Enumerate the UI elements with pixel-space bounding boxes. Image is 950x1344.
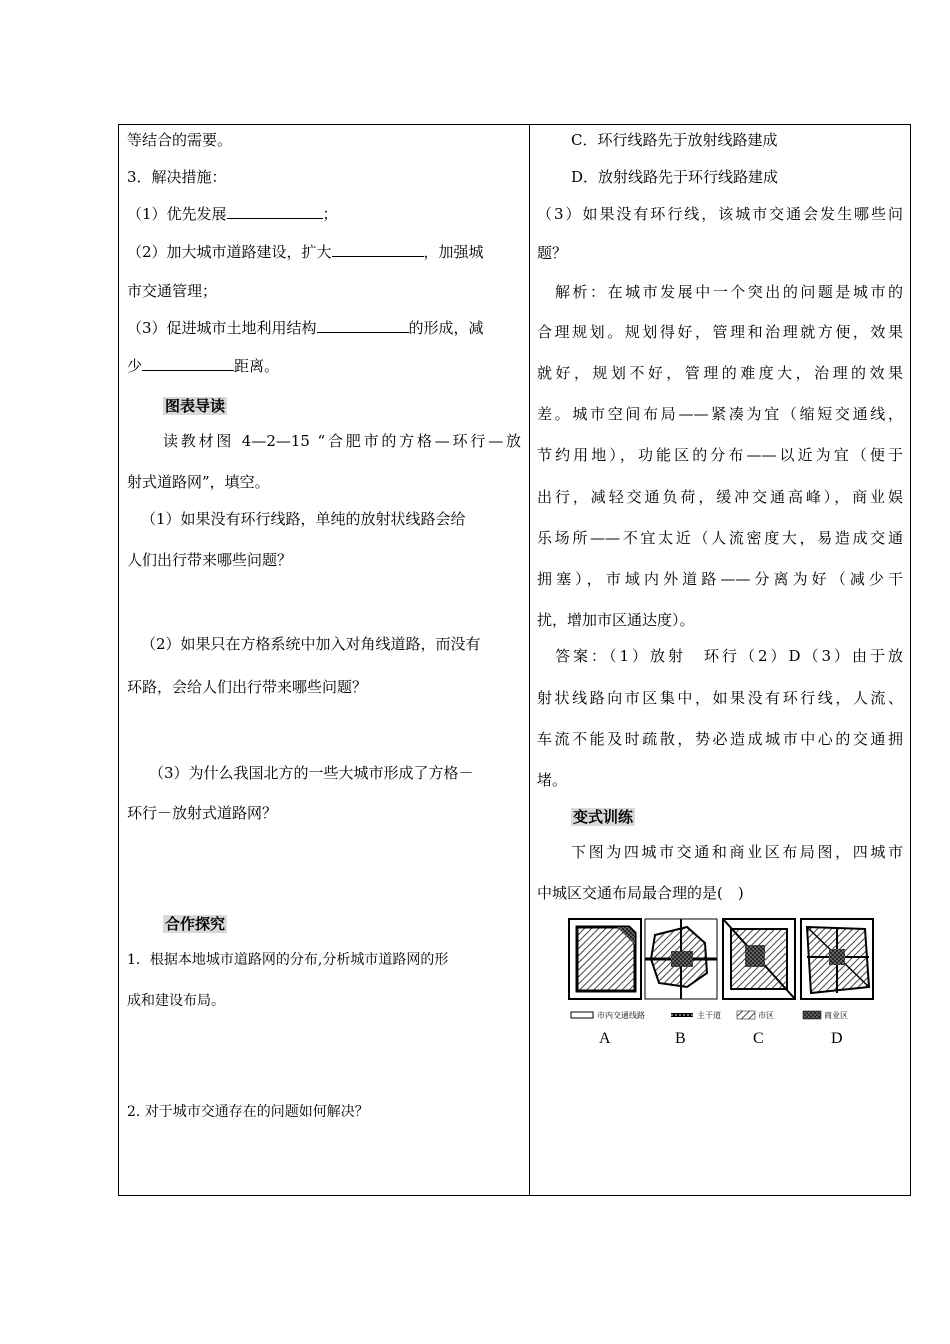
text-line: 合理规划。规划得好，管理和治理就方便，效果 bbox=[537, 323, 903, 341]
text-line: 出行，减轻交通负荷，缓冲交通高峰），商业娱 bbox=[537, 488, 903, 506]
map-label-b: B bbox=[675, 1030, 686, 1047]
text-line: D．放射线路先于环行线路建成 bbox=[571, 168, 779, 186]
text-line: 拥塞），市域内外道路——分离为好（减少干 bbox=[537, 570, 903, 588]
text-line: 1．根据本地城市道路网的分布,分析城市道路网的形 bbox=[127, 952, 449, 968]
text-line bbox=[127, 356, 279, 376]
text-line: 乐场所——不宜太近（人流密度大，易造成交通 bbox=[537, 529, 903, 547]
left-column bbox=[127, 125, 523, 1195]
legend-label: 主干道 bbox=[697, 1011, 721, 1020]
map-c bbox=[723, 919, 795, 999]
text-line: 答案：（1）放射 环行（2）D（3）由于放 bbox=[555, 647, 903, 665]
legend-label: 市内交通线路 bbox=[597, 1011, 645, 1020]
text-line bbox=[127, 318, 484, 338]
text-line: 射状线路向市区集中，如果没有环行线，人流、 bbox=[537, 689, 903, 707]
text-line: 成和建设布局。 bbox=[127, 993, 225, 1009]
text-line: 环路，会给人们出行带来哪些问题？ bbox=[127, 678, 368, 696]
text-segment: ，加强城 bbox=[423, 243, 484, 261]
text-line: 人们出行带来哪些问题？ bbox=[127, 551, 293, 569]
text-line: 就好，规划不好，管理的难度大，治理的效果 bbox=[537, 364, 903, 382]
blank-line bbox=[332, 242, 424, 257]
map-d bbox=[801, 919, 873, 999]
text-line: 差。城市空间布局——紧凑为宜（缩短交通线， bbox=[537, 405, 903, 423]
text-line bbox=[127, 242, 521, 262]
text-line bbox=[127, 204, 338, 224]
blank-line bbox=[142, 356, 234, 371]
text-line: 射式道路网”，填空。 bbox=[127, 473, 270, 491]
text-segment: 距离。 bbox=[234, 357, 280, 375]
map-a bbox=[569, 919, 641, 999]
text-segment: ； bbox=[322, 205, 338, 223]
text-line: 扰，增加市区通达度）。 bbox=[537, 611, 695, 629]
figure-labels bbox=[599, 1030, 843, 1047]
map-label-d: D bbox=[831, 1030, 843, 1047]
text-line: 等结合的需要。 bbox=[127, 131, 233, 149]
legend-label: 商业区 bbox=[824, 1011, 848, 1020]
text-segment: 少 bbox=[127, 357, 143, 375]
text-line: 市交通管理； bbox=[127, 282, 218, 300]
text-line: （2）如果只在方格系统中加入对角线道路，而没有 bbox=[141, 635, 481, 653]
content-table bbox=[118, 124, 911, 1196]
legend-label: 市区 bbox=[758, 1011, 774, 1020]
text-segment: 的形成，减 bbox=[408, 319, 484, 337]
column-divider bbox=[529, 125, 530, 1195]
section-heading bbox=[163, 914, 227, 934]
figure-legend bbox=[571, 1010, 848, 1020]
text-line: 下图为四城市交通和商业区布局图，四城市 bbox=[571, 843, 903, 861]
text-line: 3．解决措施： bbox=[127, 168, 227, 186]
heading-text: 合作探究 bbox=[165, 915, 226, 933]
text-line: （1）如果没有环行线路，单纯的放射状线路会给 bbox=[141, 510, 466, 528]
text-line: 节约用地），功能区的分布——以近为宜（便于 bbox=[537, 446, 903, 464]
text-line: 中城区交通布局最合理的是( ) bbox=[537, 884, 744, 902]
right-column bbox=[537, 125, 905, 1195]
heading-text: 图表导读 bbox=[165, 397, 226, 415]
text-line: 2. 对于城市交通存在的问题如何解决？ bbox=[127, 1104, 369, 1120]
text-line: 题？ bbox=[537, 244, 568, 262]
text-segment: （3）促进城市土地利用结构 bbox=[127, 319, 317, 337]
map-label-c: C bbox=[753, 1030, 764, 1047]
map-b bbox=[645, 919, 717, 999]
text-line: 环行－放射式道路网？ bbox=[127, 804, 278, 822]
text-segment: （2）加大城市道路建设，扩大 bbox=[127, 243, 332, 261]
text-line: 堵。 bbox=[537, 771, 568, 789]
blank-line bbox=[227, 204, 323, 219]
text-segment: （1）优先发展 bbox=[127, 205, 227, 223]
text-line: 读教材图 4—2—15 “合肥市的方格—环行—放 bbox=[163, 432, 521, 450]
city-layout-figure bbox=[567, 917, 877, 1052]
map-label-a: A bbox=[599, 1030, 611, 1047]
section-heading bbox=[571, 807, 635, 827]
section-heading bbox=[163, 396, 227, 416]
text-line: （3）如果没有环行线，该城市交通会发生哪些问 bbox=[537, 205, 903, 223]
text-line: 车流不能及时疏散，势必造成城市中心的交通拥 bbox=[537, 730, 903, 748]
text-line: （3）为什么我国北方的一些大城市形成了方格－ bbox=[149, 764, 474, 782]
heading-text: 变式训练 bbox=[573, 808, 634, 826]
blank-line bbox=[317, 318, 409, 333]
text-line: 解析：在城市发展中一个突出的问题是城市的 bbox=[555, 283, 903, 301]
text-line: C．环行线路先于放射线路建成 bbox=[571, 131, 778, 149]
